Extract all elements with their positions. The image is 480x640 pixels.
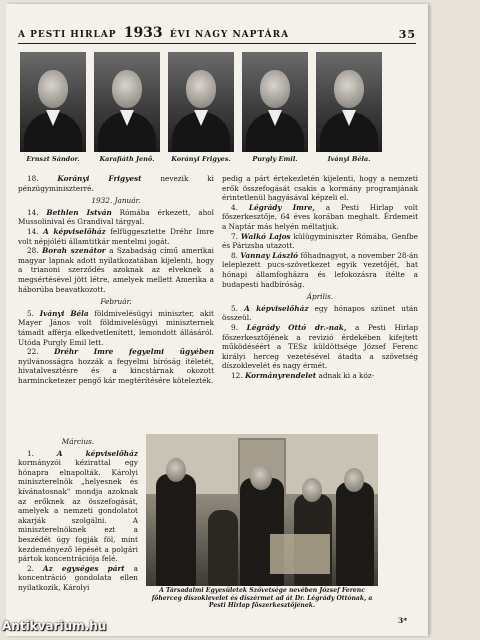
running-header (18, 26, 416, 44)
entry: 7. Walkó Lajos külügyminiszter Rómába, Genfbe és Párizsba utazott. (222, 231, 418, 251)
portrait-photo (316, 52, 382, 152)
header-year: 1933 (123, 25, 163, 41)
portrait-photo (242, 52, 308, 152)
entry: 22. Dréhr Imre fegyelmi ügyében nyilvánosságra hozzák a fegyelmi bíróság ítéletét, hivatalvesztésre és a kincstárnak okozott harmincketezer pengő kár megtérítésére kötelezték. (18, 347, 215, 385)
entry: pedig a párt értekezletén kijelenti, hogy a nemzeti erők összefogását csakis a kormány programjának érintetlenül hagyásával képzeli el. (222, 174, 418, 203)
portrait-caption: Iványi Béla. (327, 155, 371, 163)
entry: 1. A képviselőház kormányzói kézirattal egy hónapra elnapolták. Károlyi miniszterelnök „helyesnek és kívánatosnak" mondja azoknak az erőknek az összefogását, amelyek a nemzeti gondolatot akarják szolgálni. A miniszterelnöknek ezt a beszédét úgy fogják föl, mint kezdeményező lépését a polgári pártok koncentrációja felé. (18, 448, 138, 564)
right-column (222, 174, 418, 380)
portrait-row (20, 52, 416, 172)
entry: 28. Borah szenátor a Szabadság című amerikai magyar lapnak adott nyilatkozatában kijelenti, hogy a trianoni szerződés azoknak az elveknek a megsértésével jött létre, amelyek mellett Amerika a háborúba beavatkozott. (18, 246, 214, 294)
entry: 14. Bethlen István Rómába érkezett, ahol Mussolinival és Grandival tárgyal. (18, 207, 214, 227)
entry: 5. A képviselőház egy hónapos szünet után összeül. (222, 303, 418, 323)
watermark: Antikvarium.hu (2, 619, 107, 633)
section-heading: 1932. Január. (91, 196, 141, 206)
portrait-purgly (242, 52, 308, 163)
portrait-photo (94, 52, 160, 152)
signature-mark: 3* (398, 616, 408, 625)
entry: 2. Az egységes párt a koncentráció gondolata ellen nyilatkozik, Károlyi (18, 563, 138, 592)
page-number: 35 (398, 28, 416, 41)
portrait-ivanyi (316, 52, 382, 163)
left-column-lower (18, 434, 138, 593)
portrait-karafiath (94, 52, 160, 163)
portrait-caption: Korányi Frigyes. (171, 155, 231, 163)
portrait-photo (168, 52, 234, 152)
entry: 9. Légrády Ottó dr.-nak, a Pesti Hirlap főszerkesztőjének a revizió érdekében kifejtett működéséért a TESz küldöttsége József Ferenc királyi herceg vezetésével átadta a szövetség díszoklevelét és nagy érmét. (222, 322, 418, 371)
entry: 4. Légrády Imre, a Pesti Hirlap volt főszerkesztője, 64 éves korában meghalt. Érdemeit a Naptár más helyén méltatjuk. (222, 202, 418, 231)
entry: 14. A képviselőház felfüggesztette Dréhr Imre volt népjóléti államtitkár mentelmi jogát. (18, 226, 214, 246)
section-heading: Április. (306, 292, 334, 302)
portrait-koranyi (168, 52, 234, 163)
portrait-caption: Purgly Emil. (252, 155, 298, 163)
entry: 12. Kormányrendelet adnak ki a köz- (231, 370, 375, 380)
book-page (6, 4, 428, 636)
portrait-caption: Ernszt Sándor. (26, 155, 80, 163)
photo-caption: A Társadalmi Egyesületek Szövetsége nevében József Ferenc főherceg díszoklevelet és díszérmet ad át Dr. Légrády Ottónak, a Pesti Hirlap főszerkesztőjének. (151, 587, 373, 610)
portrait-ernszt (20, 52, 86, 163)
section-heading: Február. (100, 297, 132, 307)
section-heading: Március. (61, 437, 95, 446)
portrait-photo (20, 52, 86, 152)
ceremony-photo (146, 434, 378, 586)
portrait-caption: Karafiáth Jenő. (99, 155, 155, 163)
header-left: A PESTI HIRLAP (18, 30, 117, 40)
entry: 5. Iványi Béla földmivelésügyi miniszter, akit Mayer János volt földmivelésügyi miniszternek támadt afférja elkedvetlenített, lemondott állásáról. Utóda Purgly Emil lett. (18, 308, 214, 347)
entry: 8. Vannay László főhadnagyot, a november 28-án leleplezett pucs-szövetkezet egyik vezetőjét, hat hónapi államfogházra és lefokozásra ítélte a budapesti hadbíróság. (222, 250, 419, 289)
left-column (18, 174, 214, 385)
header-right: ÉVI NAGY NAPTÁRA (169, 30, 290, 40)
entry: 18. Korányi Frigyest nevezik ki pénzügyminiszterré. (18, 174, 214, 193)
